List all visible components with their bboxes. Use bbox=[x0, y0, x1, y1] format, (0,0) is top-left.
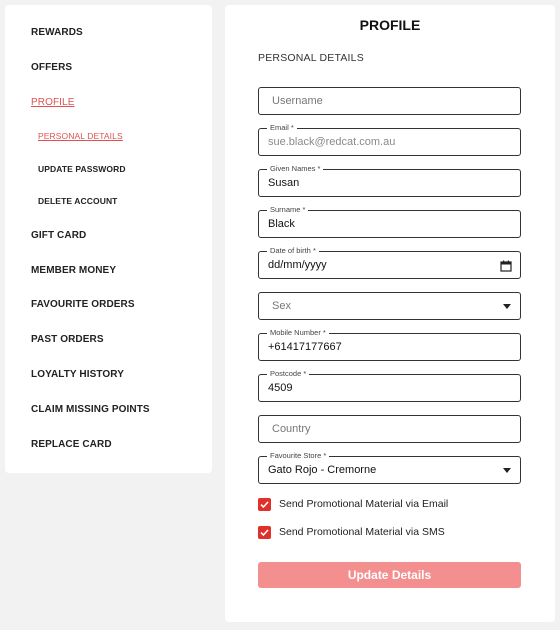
favourite-store-select[interactable] bbox=[258, 451, 521, 484]
username-placeholder: Username bbox=[272, 95, 323, 107]
date-of-birth-field[interactable] bbox=[258, 246, 521, 279]
postcode-value: 4509 bbox=[268, 382, 293, 394]
surname-value: Black bbox=[268, 218, 295, 230]
sidebar-subitem-delete-account[interactable]: DELETE ACCOUNT bbox=[38, 196, 118, 206]
profile-panel bbox=[225, 5, 555, 622]
sidebar-item-favourite-orders[interactable]: FAVOURITE ORDERS bbox=[31, 299, 135, 310]
email-label: Email * bbox=[267, 123, 297, 133]
postcode-field[interactable] bbox=[258, 369, 521, 402]
sex-select[interactable] bbox=[258, 292, 521, 320]
sex-placeholder: Sex bbox=[272, 300, 291, 312]
sidebar-nav bbox=[5, 5, 212, 473]
promo-sms-checkbox[interactable] bbox=[258, 526, 271, 539]
date-of-birth-label: Date of birth * bbox=[267, 246, 319, 256]
page-title: PROFILE bbox=[359, 17, 421, 33]
date-of-birth-value: dd/mm/yyyy bbox=[268, 259, 327, 271]
postcode-label: Postcode * bbox=[267, 369, 309, 379]
sidebar-subitem-update-password[interactable]: UPDATE PASSWORD bbox=[38, 164, 126, 174]
favourite-store-value: Gato Rojo - Cremorne bbox=[268, 464, 377, 476]
mobile-number-label: Mobile Number * bbox=[267, 328, 329, 338]
given-names-field[interactable] bbox=[258, 164, 521, 197]
sidebar-item-rewards[interactable]: REWARDS bbox=[31, 27, 83, 38]
sidebar-item-past-orders[interactable]: PAST ORDERS bbox=[31, 334, 104, 345]
surname-field[interactable] bbox=[258, 205, 521, 238]
sidebar-item-offers[interactable]: OFFERS bbox=[31, 62, 73, 73]
sidebar-item-member-money[interactable]: MEMBER MONEY bbox=[31, 265, 117, 276]
chevron-down-icon bbox=[503, 304, 511, 309]
promo-sms-label: Send Promotional Material via SMS bbox=[279, 526, 445, 538]
surname-label: Surname * bbox=[267, 205, 308, 215]
sidebar-item-replace-card[interactable]: REPLACE CARD bbox=[31, 439, 112, 450]
email-field[interactable] bbox=[258, 123, 521, 156]
given-names-value: Susan bbox=[268, 177, 300, 189]
sidebar-item-profile[interactable]: PROFILE bbox=[31, 97, 75, 108]
sidebar-item-gift-card[interactable]: GIFT CARD bbox=[31, 230, 87, 241]
email-value: sue.black@redcat.com.au bbox=[268, 136, 396, 148]
sidebar-item-claim-missing-points[interactable]: CLAIM MISSING POINTS bbox=[31, 404, 150, 415]
section-title: PERSONAL DETAILS bbox=[258, 52, 364, 64]
chevron-down-icon bbox=[503, 468, 511, 473]
country-placeholder: Country bbox=[272, 423, 311, 435]
checkmark-icon bbox=[259, 499, 270, 510]
country-input[interactable] bbox=[258, 415, 521, 443]
promo-email-checkbox[interactable] bbox=[258, 498, 271, 511]
update-details-button[interactable]: Update Details bbox=[258, 562, 521, 588]
calendar-icon[interactable] bbox=[500, 259, 512, 271]
sidebar-subitem-personal-details[interactable]: PERSONAL DETAILS bbox=[38, 131, 123, 141]
mobile-number-value: +61417177667 bbox=[268, 341, 342, 353]
promo-email-label: Send Promotional Material via Email bbox=[279, 498, 449, 510]
favourite-store-label: Favourite Store * bbox=[267, 451, 329, 461]
mobile-number-field[interactable] bbox=[258, 328, 521, 361]
sidebar-item-loyalty-history[interactable]: LOYALTY HISTORY bbox=[31, 369, 124, 380]
checkmark-icon bbox=[259, 527, 270, 538]
given-names-label: Given Names * bbox=[267, 164, 323, 174]
username-input[interactable] bbox=[258, 87, 521, 115]
